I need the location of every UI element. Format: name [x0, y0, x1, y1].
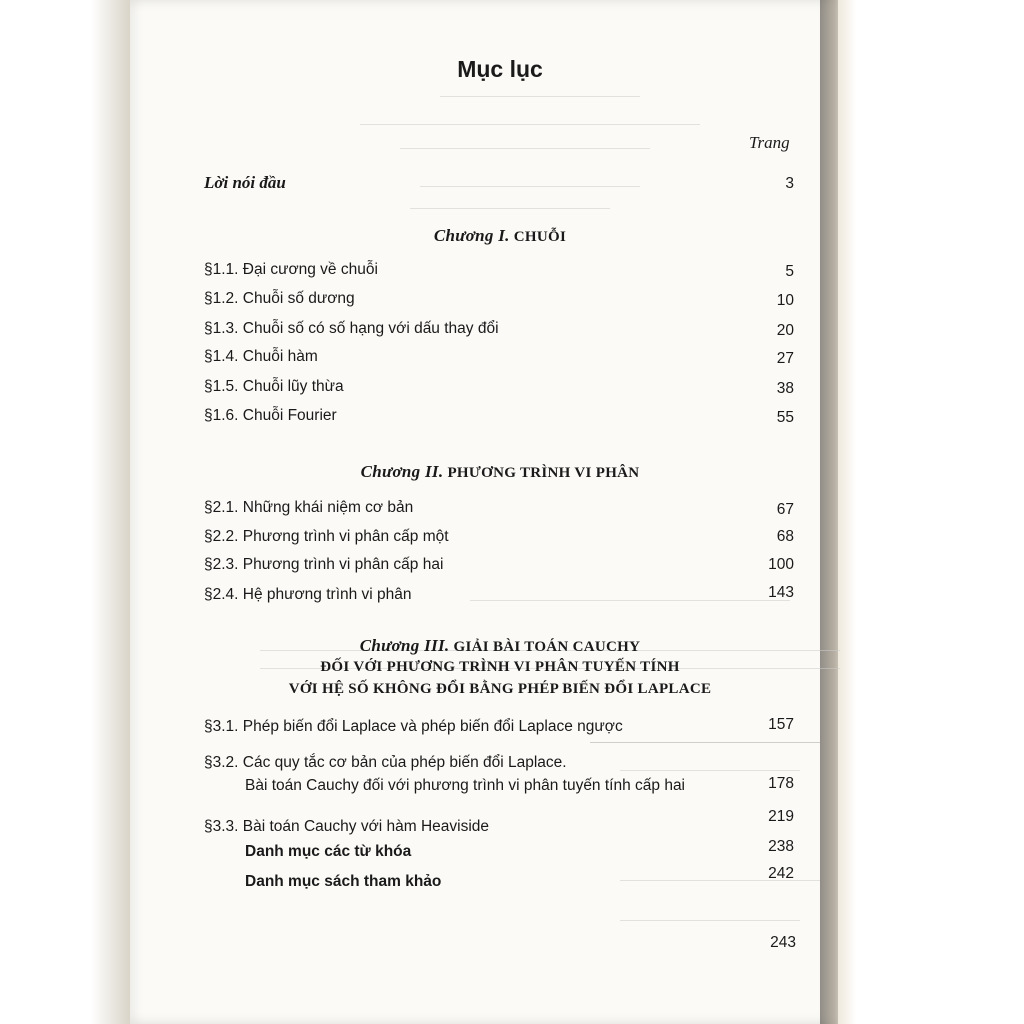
chapter-3-heading	[0, 636, 1000, 656]
toc-appendix-page: 238	[768, 838, 794, 855]
toc-entry-label: §1.5. Chuỗi lũy thừa	[204, 378, 344, 395]
page-title: Mục lục	[457, 56, 543, 82]
toc-entry-page: 10	[776, 292, 794, 309]
toc-entry-label: §1.6. Chuỗi Fourier	[204, 407, 337, 424]
toc-entry-label-continuation: Bài toán Cauchy đối với phương trình vi phân tuyến tính cấp hai	[245, 777, 686, 794]
toc-entry-label: §1.3. Chuỗi số có số hạng với dấu thay đổi	[204, 320, 499, 337]
toc-entry-label: §3.2. Các quy tắc cơ bản của phép biến đổi Laplace.	[204, 754, 567, 771]
page-column-header: Trang	[749, 133, 790, 152]
toc-entry-page: 27	[776, 350, 794, 367]
toc-entry-page: 38	[776, 380, 794, 397]
toc-entry-label: §3.1. Phép biến đổi Laplace và phép biến đổi Laplace ngược	[204, 718, 623, 735]
toc-entry-label: §2.2. Phương trình vi phân cấp một	[204, 528, 449, 545]
toc-entry-page: 20	[776, 322, 794, 339]
toc-entry-label: §2.3. Phương trình vi phân cấp hai	[204, 556, 444, 573]
toc-entry-page: 55	[776, 409, 794, 426]
toc-entry-page: 67	[776, 501, 794, 518]
chapter-1-heading	[0, 226, 1000, 246]
chapter-3-line3: VỚI HỆ SỐ KHÔNG ĐỔI BẰNG PHÉP BIẾN ĐỔI LAPLACE	[288, 681, 712, 697]
chapter-2-name: PHƯƠNG TRÌNH VI PHÂN	[447, 465, 640, 481]
page-number: 243	[770, 934, 796, 951]
chapter-2-prefix: Chương II.	[360, 462, 444, 481]
toc-entry-label: §1.2. Chuỗi số dương	[204, 290, 355, 307]
toc-entry-page: 5	[785, 263, 794, 280]
toc-entry-page: 143	[768, 584, 794, 601]
toc-preface-label: Lời nói đầu	[204, 173, 286, 192]
toc-entry-label: §3.3. Bài toán Cauchy với hàm Heaviside	[204, 818, 490, 835]
toc-entry-label: §1.1. Đại cương về chuỗi	[204, 261, 378, 278]
toc-appendix-page: 242	[768, 865, 794, 882]
chapter-2-heading	[0, 462, 1000, 482]
toc-appendix-label: Danh mục các từ khóa	[245, 843, 412, 860]
toc-entry-label: §2.1. Những khái niệm cơ bản	[204, 499, 414, 516]
toc-entry-page: 219	[768, 808, 794, 825]
page-right-margin	[838, 0, 1024, 1024]
chapter-1-name: CHUỖI	[513, 229, 567, 245]
page-left-margin	[0, 0, 130, 1024]
toc-entry-label: §1.4. Chuỗi hàm	[204, 348, 318, 365]
toc-entry-page: 178	[768, 775, 794, 792]
toc-entry-page: 157	[768, 716, 794, 733]
toc-entry-page: 100	[768, 556, 794, 573]
chapter-1-prefix: Chương I.	[433, 226, 510, 245]
toc-entry-label: §2.4. Hệ phương trình vi phân	[204, 586, 412, 603]
chapter-3-prefix: Chương III.	[359, 636, 450, 655]
toc-entry-page: 68	[776, 528, 794, 545]
toc-appendix-label: Danh mục sách tham khảo	[245, 873, 442, 890]
chapter-3-line2: ĐỐI VỚI PHƯƠNG TRÌNH VI PHÂN TUYẾN TÍNH	[320, 659, 680, 675]
chapter-3-line1: GIẢI BÀI TOÁN CAUCHY	[453, 639, 641, 655]
toc-preface-page: 3	[785, 175, 794, 192]
